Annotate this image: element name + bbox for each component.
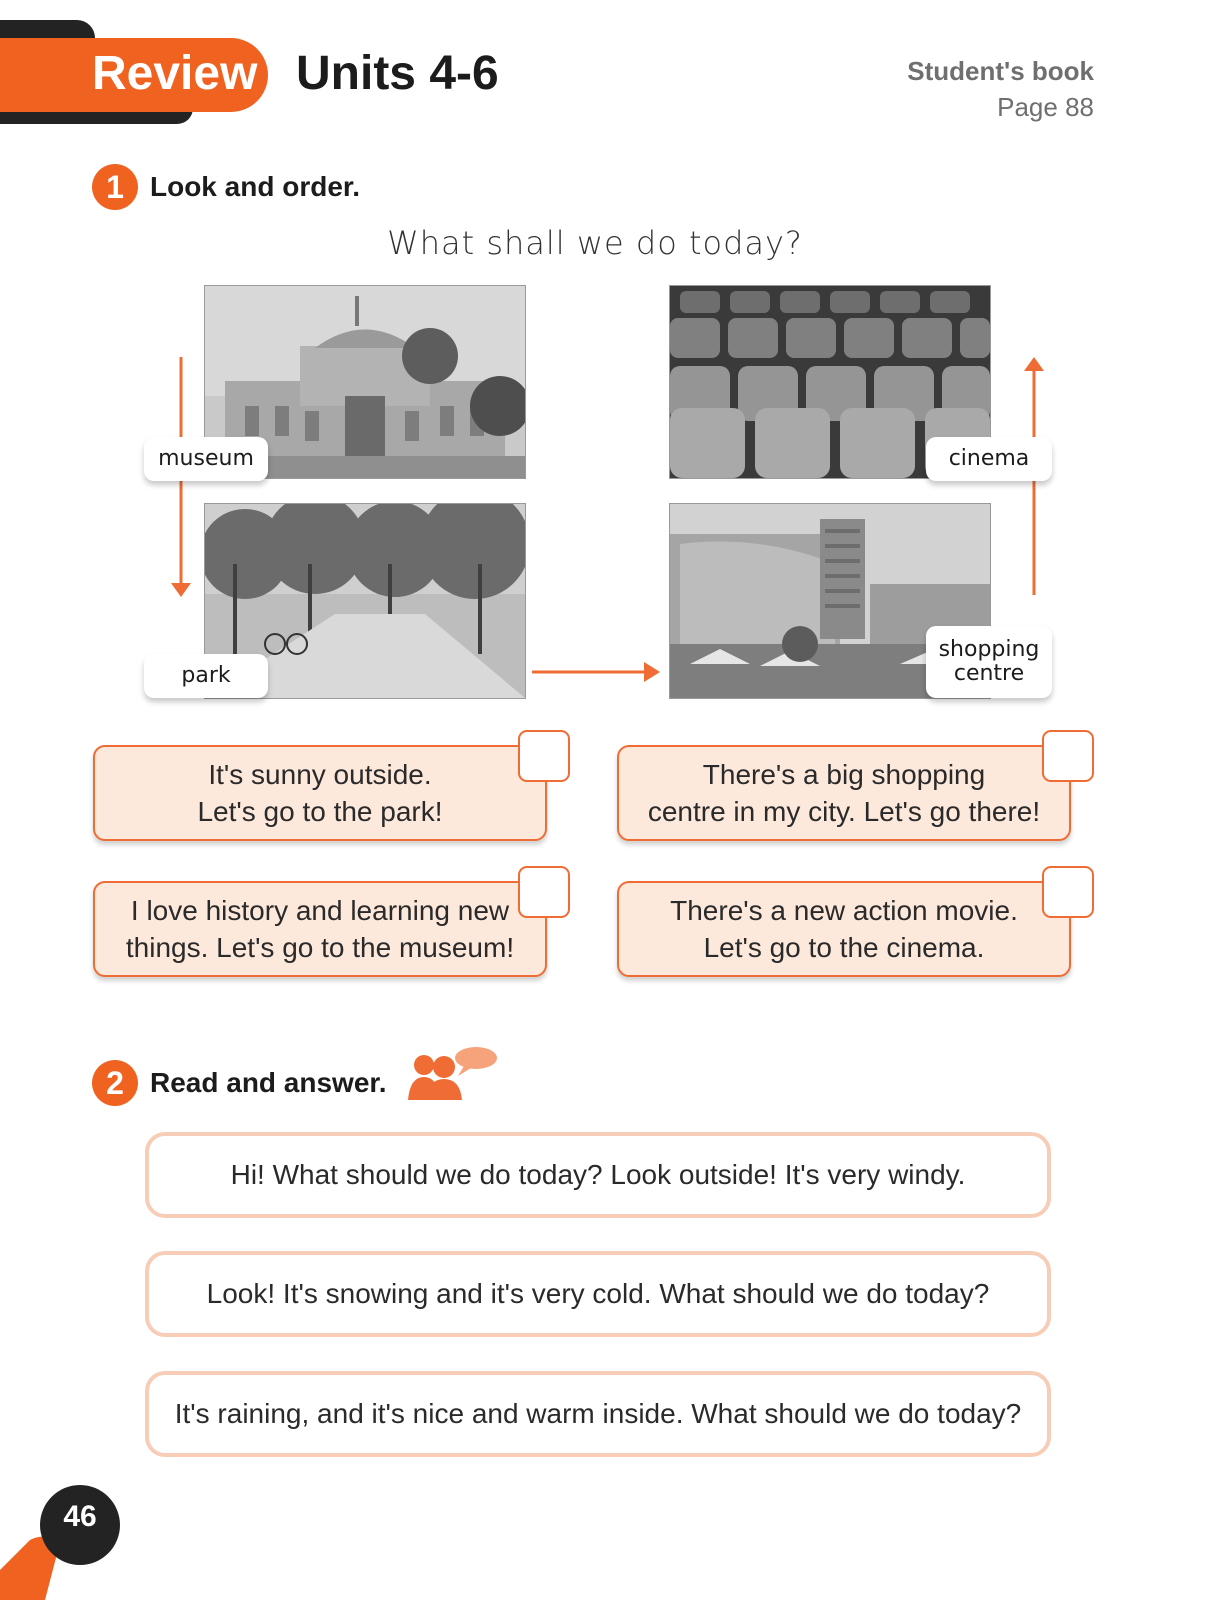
statement-card-line: Let's go to the park! bbox=[197, 796, 443, 827]
statement-card-line: There's a big shopping bbox=[702, 759, 986, 790]
shopping-centre-label bbox=[926, 626, 1052, 698]
statement-card-line: It's sunny outside. bbox=[208, 759, 432, 790]
park-label: park bbox=[144, 654, 268, 698]
order-checkbox-park[interactable] bbox=[518, 730, 570, 782]
order-checkbox-cinema[interactable] bbox=[1042, 866, 1094, 918]
pair-work-icon bbox=[408, 1045, 500, 1103]
statement-card-museum bbox=[93, 881, 547, 977]
statement-card-park bbox=[93, 745, 547, 841]
exercise-1-instruction: Look and order. bbox=[150, 171, 361, 202]
answer-prompt-1: Hi! What should we do today? Look outside! It's very windy. bbox=[145, 1132, 1051, 1218]
page-title: Units 4-6 bbox=[296, 47, 499, 100]
book-reference-label: Student's book bbox=[907, 56, 1094, 86]
arrow-right-icon bbox=[532, 659, 662, 685]
exercise-number-1: 1 bbox=[92, 164, 138, 210]
page-number: 46 bbox=[40, 1485, 120, 1565]
museum-label: museum bbox=[144, 437, 268, 481]
statement-card-cinema bbox=[617, 881, 1071, 977]
statement-card-line: Let's go to the cinema. bbox=[703, 932, 985, 963]
answer-prompt-3: It's raining, and it's nice and warm inside. What should we do today? bbox=[145, 1371, 1051, 1457]
book-page-reference: Page 88 bbox=[997, 92, 1094, 122]
order-checkbox-shopping-centre[interactable] bbox=[1042, 730, 1094, 782]
cinema-label: cinema bbox=[926, 437, 1052, 481]
review-label: Review bbox=[92, 47, 258, 100]
exercise-number-2: 2 bbox=[92, 1060, 138, 1106]
shopping-centre-label-line1: shopping bbox=[938, 637, 1040, 662]
shopping-centre-label-line2: centre bbox=[953, 661, 1025, 686]
statement-card-line: There's a new action movie. bbox=[670, 895, 1018, 926]
exercise-2-instruction: Read and answer. bbox=[150, 1067, 387, 1098]
statement-card-line: centre in my city. Let's go there! bbox=[647, 796, 1041, 827]
answer-prompt-2: Look! It's snowing and it's very cold. What should we do today? bbox=[145, 1251, 1051, 1337]
statement-card-line: things. Let's go to the museum! bbox=[125, 932, 515, 963]
statement-card-line: I love history and learning new bbox=[130, 895, 510, 926]
statement-card-shopping-centre bbox=[617, 745, 1071, 841]
exercise-1-question: What shall we do today? bbox=[387, 224, 803, 262]
order-checkbox-museum[interactable] bbox=[518, 866, 570, 918]
